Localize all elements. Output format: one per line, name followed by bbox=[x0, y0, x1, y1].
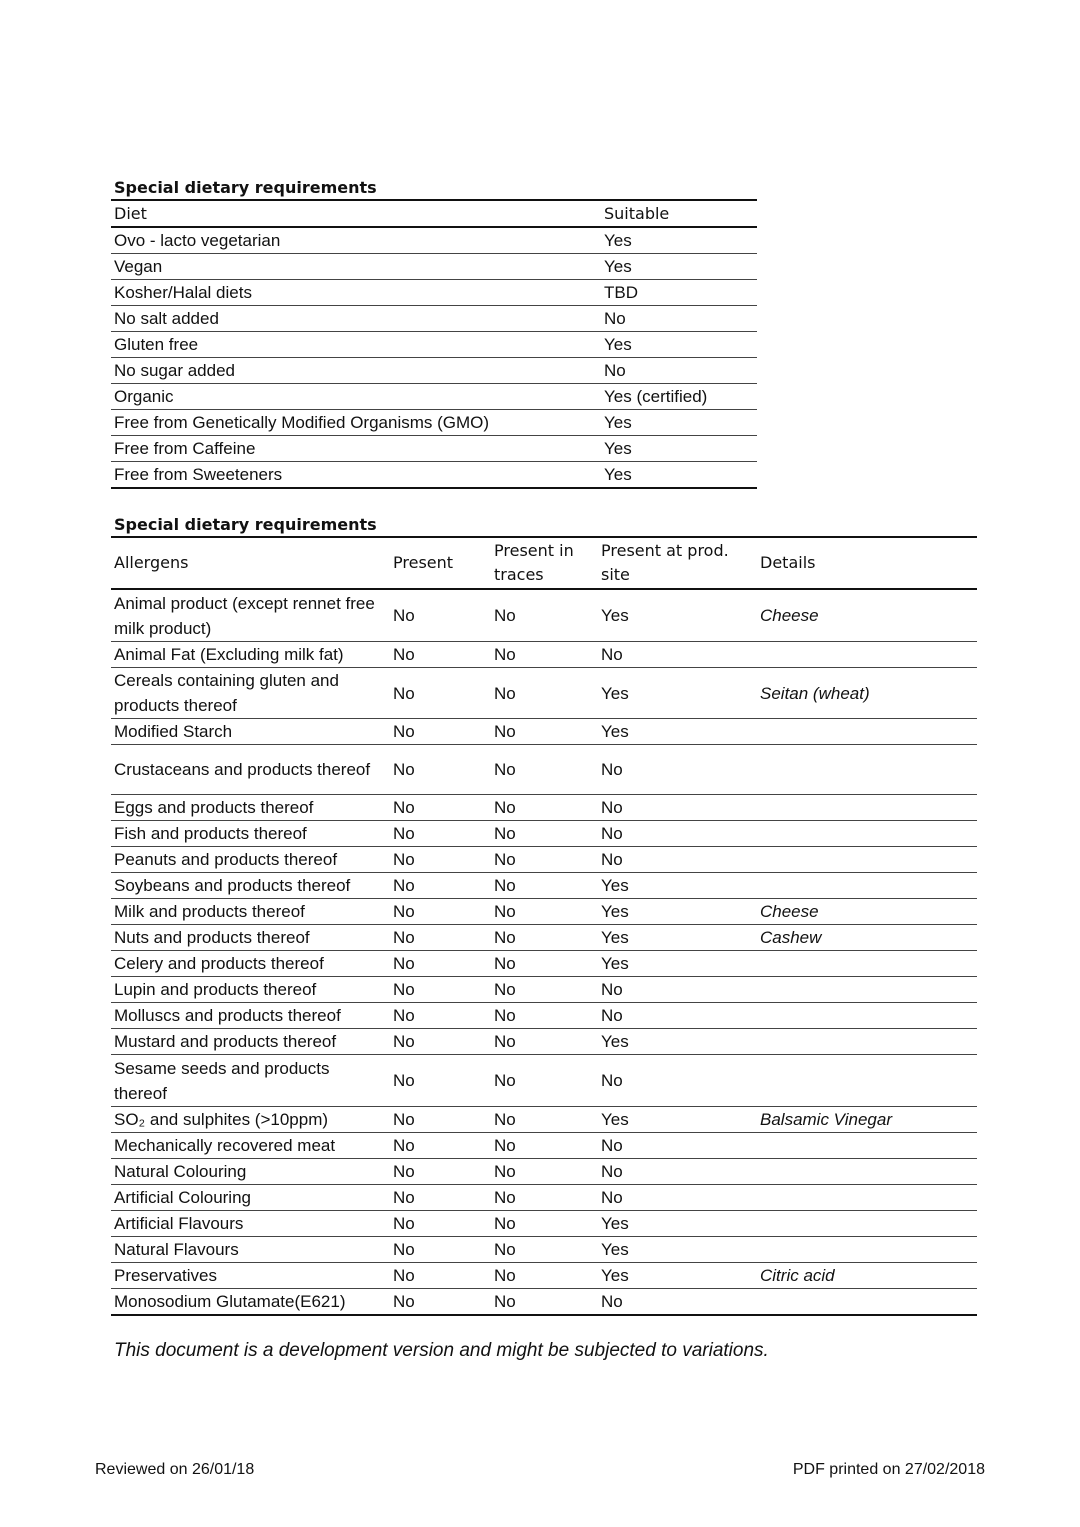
table-row bbox=[111, 358, 757, 384]
table-row bbox=[111, 873, 977, 899]
table-row bbox=[111, 642, 977, 668]
allergen-name: Lupin and products thereof bbox=[114, 980, 317, 999]
allergen-details bbox=[757, 847, 977, 873]
allergen-details: Seitan (wheat) bbox=[760, 683, 870, 703]
table-row bbox=[111, 436, 757, 462]
allergen-present: No bbox=[393, 980, 415, 999]
allergen-present: No bbox=[393, 606, 415, 625]
table-row bbox=[111, 719, 977, 745]
allergen-traces: No bbox=[494, 683, 516, 703]
allergen-header-details: Details bbox=[760, 553, 816, 572]
allergen-present: No bbox=[393, 928, 415, 947]
allergen-traces: No bbox=[494, 722, 516, 741]
diet-suitable: Yes bbox=[604, 413, 632, 432]
table-row bbox=[111, 410, 757, 436]
allergen-traces: No bbox=[494, 1214, 516, 1233]
allergen-prod-site: Yes bbox=[601, 928, 629, 947]
table-row bbox=[111, 1107, 977, 1133]
allergen-present: No bbox=[393, 1240, 415, 1259]
table-row bbox=[111, 306, 757, 332]
allergen-name: Celery and products thereof bbox=[114, 954, 324, 973]
allergen-traces: No bbox=[494, 1136, 516, 1155]
allergen-details bbox=[757, 1159, 977, 1185]
allergen-details bbox=[757, 821, 977, 847]
allergen-prod-site: No bbox=[601, 1162, 623, 1181]
allergen-details bbox=[757, 795, 977, 821]
table-row bbox=[111, 1237, 977, 1263]
allergen-details bbox=[757, 1211, 977, 1237]
allergen-name: Crustaceans and products thereof bbox=[114, 760, 371, 779]
allergen-present: No bbox=[393, 1071, 415, 1090]
allergen-traces: No bbox=[494, 1032, 516, 1051]
table-row bbox=[111, 1211, 977, 1237]
allergen-details: Balsamic Vinegar bbox=[760, 1110, 892, 1129]
allergen-traces: No bbox=[494, 1006, 516, 1025]
allergen-prod-site: Yes bbox=[601, 606, 629, 625]
allergen-details: Cheese bbox=[760, 606, 819, 625]
allergen-traces: No bbox=[494, 902, 516, 921]
allergen-traces: No bbox=[494, 1240, 516, 1259]
allergen-prod-site: No bbox=[601, 1292, 623, 1311]
allergen-present: No bbox=[393, 954, 415, 973]
diet-name: Vegan bbox=[114, 257, 163, 276]
allergen-name: Sesame seeds and products thereof bbox=[114, 1058, 330, 1103]
allergen-traces: No bbox=[494, 980, 516, 999]
allergen-details bbox=[757, 951, 977, 977]
table-row bbox=[111, 227, 757, 254]
table-row bbox=[111, 668, 977, 719]
diet-suitable: No bbox=[604, 361, 626, 380]
allergen-prod-site: No bbox=[601, 645, 623, 664]
allergen-prod-site: Yes bbox=[601, 1266, 629, 1285]
allergen-name: Mustard and products thereof bbox=[114, 1032, 337, 1051]
allergen-name: Fish and products thereof bbox=[114, 824, 307, 843]
table-row bbox=[111, 1159, 977, 1185]
allergen-prod-site: Yes bbox=[601, 876, 629, 895]
table-row bbox=[111, 384, 757, 410]
allergen-details bbox=[757, 1003, 977, 1029]
allergen-details bbox=[757, 642, 977, 668]
diet-suitable: Yes bbox=[604, 335, 632, 354]
allergen-details: Cheese bbox=[760, 902, 819, 921]
diet-name: No sugar added bbox=[114, 361, 235, 380]
allergen-prod-site: No bbox=[601, 824, 623, 843]
allergen-present: No bbox=[393, 1136, 415, 1155]
diet-suitable: No bbox=[604, 309, 626, 328]
allergen-details: Cashew bbox=[760, 928, 822, 947]
allergen-traces: No bbox=[494, 850, 516, 869]
diet-suitable: Yes bbox=[604, 231, 632, 250]
allergen-name: SO₂ and sulphites (>10ppm) bbox=[114, 1110, 329, 1129]
table-row bbox=[111, 1263, 977, 1289]
allergen-details bbox=[757, 873, 977, 899]
allergen-name: Animal product (except rennet free milk product) bbox=[114, 593, 375, 638]
allergen-traces: No bbox=[494, 1292, 516, 1311]
allergen-details bbox=[757, 719, 977, 745]
allergen-name: Natural Colouring bbox=[114, 1162, 247, 1181]
allergen-prod-site: Yes bbox=[601, 954, 629, 973]
table-row bbox=[111, 951, 977, 977]
allergen-present: No bbox=[393, 1292, 415, 1311]
allergen-traces: No bbox=[494, 954, 516, 973]
allergen-prod-site: Yes bbox=[601, 722, 629, 741]
allergen-name: Mechanically recovered meat bbox=[114, 1136, 336, 1155]
printed-date: PDF printed on 27/02/2018 bbox=[792, 1461, 985, 1478]
allergen-traces: No bbox=[494, 1266, 516, 1285]
table-row bbox=[111, 254, 757, 280]
allergen-present: No bbox=[393, 1006, 415, 1025]
table-row bbox=[111, 1029, 977, 1055]
allergen-name: Animal Fat (Excluding milk fat) bbox=[114, 645, 344, 664]
allergen-traces: No bbox=[494, 1110, 516, 1129]
diet-suitable: TBD bbox=[604, 283, 638, 302]
allergen-name: Nuts and products thereof bbox=[114, 928, 310, 947]
table-row bbox=[111, 821, 977, 847]
diet-name: Free from Genetically Modified Organisms (GMO) bbox=[114, 413, 490, 432]
allergen-present: No bbox=[393, 1110, 415, 1129]
allergen-traces: No bbox=[494, 1071, 516, 1090]
allergen-table bbox=[111, 536, 977, 1316]
allergen-prod-site: Yes bbox=[601, 1214, 629, 1233]
allergen-table-header bbox=[111, 537, 977, 589]
allergen-present: No bbox=[393, 1266, 415, 1285]
diet-header-diet: Diet bbox=[114, 204, 147, 223]
allergen-name: Peanuts and products thereof bbox=[114, 850, 338, 869]
allergen-prod-site: No bbox=[601, 760, 623, 779]
allergen-header-present: Present bbox=[393, 553, 454, 572]
diet-table-header bbox=[111, 200, 757, 227]
allergen-present: No bbox=[393, 798, 415, 817]
allergen-header-traces: Present in traces bbox=[494, 541, 574, 584]
table-row bbox=[111, 847, 977, 873]
diet-suitable: Yes bbox=[604, 439, 632, 458]
table-row bbox=[111, 1133, 977, 1159]
allergen-name: Milk and products thereof bbox=[114, 902, 305, 921]
allergen-name: Molluscs and products thereof bbox=[114, 1006, 341, 1025]
table-row bbox=[111, 899, 977, 925]
allergen-name: Artificial Colouring bbox=[114, 1188, 251, 1207]
diet-name: No salt added bbox=[114, 309, 219, 328]
allergen-details bbox=[757, 745, 977, 795]
allergen-prod-site: No bbox=[601, 1006, 623, 1025]
allergen-present: No bbox=[393, 850, 415, 869]
diet-name: Kosher/Halal diets bbox=[114, 283, 252, 302]
allergen-prod-site: Yes bbox=[601, 1032, 629, 1051]
table-row bbox=[111, 795, 977, 821]
diet-suitable: Yes (certified) bbox=[604, 387, 708, 406]
table-row bbox=[111, 1289, 977, 1316]
allergen-section bbox=[111, 516, 977, 1316]
diet-table bbox=[111, 199, 757, 489]
table-row bbox=[111, 589, 977, 642]
allergen-present: No bbox=[393, 1162, 415, 1181]
allergen-traces: No bbox=[494, 645, 516, 664]
allergen-prod-site: No bbox=[601, 1136, 623, 1155]
table-row bbox=[111, 1185, 977, 1211]
disclaimer-text: This document is a development version and might be subjected to variations. bbox=[114, 1340, 769, 1361]
table-row bbox=[111, 925, 977, 951]
allergen-present: No bbox=[393, 824, 415, 843]
allergen-details bbox=[757, 977, 977, 1003]
allergen-traces: No bbox=[494, 798, 516, 817]
allergen-prod-site: No bbox=[601, 1188, 623, 1207]
allergen-traces: No bbox=[494, 606, 516, 625]
allergen-prod-site: Yes bbox=[601, 1110, 629, 1129]
allergen-traces: No bbox=[494, 760, 516, 779]
allergen-present: No bbox=[393, 760, 415, 779]
allergen-prod-site: No bbox=[601, 980, 623, 999]
allergen-present: No bbox=[393, 683, 415, 703]
allergen-traces: No bbox=[494, 1188, 516, 1207]
allergen-present: No bbox=[393, 722, 415, 741]
allergen-traces: No bbox=[494, 1162, 516, 1181]
allergen-details bbox=[757, 1133, 977, 1159]
allergen-details bbox=[757, 1237, 977, 1263]
allergen-traces: No bbox=[494, 876, 516, 895]
diet-name: Ovo - lacto vegetarian bbox=[114, 231, 281, 250]
diet-name: Organic bbox=[114, 387, 174, 406]
reviewed-date: Reviewed on 26/01/18 bbox=[95, 1461, 255, 1478]
allergen-present: No bbox=[393, 876, 415, 895]
diet-header-suitable: Suitable bbox=[604, 204, 670, 223]
allergen-name: Eggs and products thereof bbox=[114, 798, 314, 817]
diet-name: Free from Sweeteners bbox=[114, 465, 283, 484]
allergen-name: Artificial Flavours bbox=[114, 1214, 244, 1233]
allergen-name: Cereals containing gluten and products thereof bbox=[114, 671, 339, 715]
diet-name: Free from Caffeine bbox=[114, 439, 256, 458]
allergen-header-allergens: Allergens bbox=[114, 553, 189, 572]
allergen-name: Soybeans and products thereof bbox=[114, 876, 351, 895]
table-row bbox=[111, 462, 757, 489]
allergen-present: No bbox=[393, 1214, 415, 1233]
table-row bbox=[111, 280, 757, 306]
allergen-prod-site: Yes bbox=[601, 902, 629, 921]
diet-section-title: Special dietary requirements bbox=[114, 178, 377, 197]
allergen-name: Natural Flavours bbox=[114, 1240, 239, 1259]
allergen-name: Modified Starch bbox=[114, 722, 233, 741]
allergen-present: No bbox=[393, 1032, 415, 1051]
table-row bbox=[111, 977, 977, 1003]
allergen-prod-site: No bbox=[601, 798, 623, 817]
allergen-name: Preservatives bbox=[114, 1266, 217, 1285]
table-row bbox=[111, 1055, 977, 1107]
allergen-present: No bbox=[393, 1188, 415, 1207]
allergen-present: No bbox=[393, 902, 415, 921]
allergen-details bbox=[757, 1029, 977, 1055]
diet-section bbox=[111, 179, 757, 489]
allergen-present: No bbox=[393, 645, 415, 664]
diet-name: Gluten free bbox=[114, 335, 199, 354]
allergen-prod-site: No bbox=[601, 850, 623, 869]
allergen-details bbox=[757, 1289, 977, 1316]
table-row bbox=[111, 1003, 977, 1029]
allergen-prod-site: No bbox=[601, 1071, 623, 1090]
allergen-section-title: Special dietary requirements bbox=[114, 515, 377, 534]
allergen-header-prod-site: Present at prod. site bbox=[601, 541, 729, 584]
diet-suitable: Yes bbox=[604, 257, 632, 276]
table-row bbox=[111, 745, 977, 795]
allergen-traces: No bbox=[494, 824, 516, 843]
allergen-name: Monosodium Glutamate(E621) bbox=[114, 1292, 346, 1311]
allergen-details: Citric acid bbox=[760, 1266, 835, 1285]
diet-suitable: Yes bbox=[604, 465, 632, 484]
allergen-prod-site: Yes bbox=[601, 1240, 629, 1259]
table-row bbox=[111, 332, 757, 358]
allergen-prod-site: Yes bbox=[601, 683, 629, 703]
allergen-traces: No bbox=[494, 928, 516, 947]
allergen-details bbox=[757, 1185, 977, 1211]
allergen-details bbox=[757, 1055, 977, 1107]
